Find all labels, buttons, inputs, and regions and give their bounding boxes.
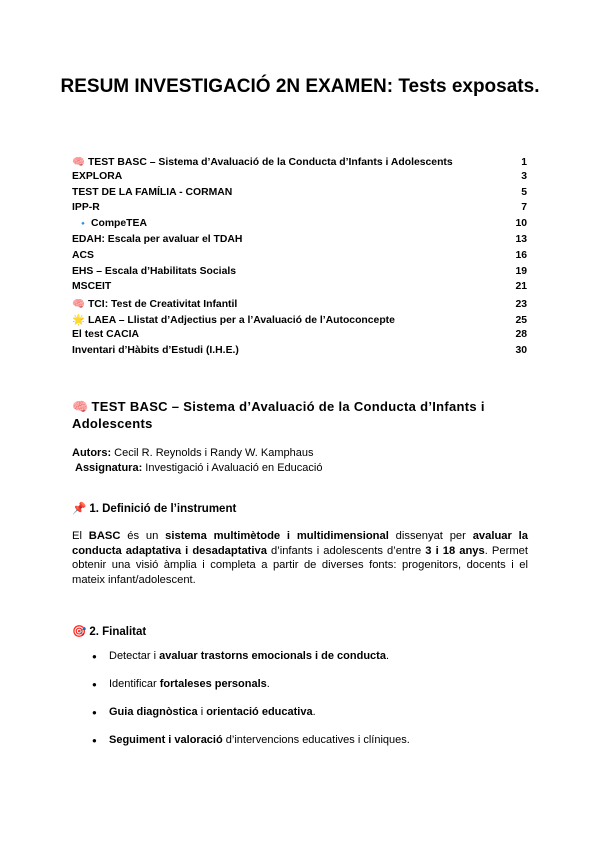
pushpin-icon: 📌 bbox=[72, 503, 87, 515]
item-text: Detectar i bbox=[109, 650, 160, 662]
toc-entry-page: 16 bbox=[515, 249, 527, 261]
toc-entry[interactable] bbox=[72, 187, 527, 203]
list-item bbox=[72, 650, 410, 678]
definition-paragraph bbox=[72, 529, 528, 587]
item-text: . bbox=[266, 678, 270, 690]
paragraph-bold: avaluar la conducta adaptativa i desadaptativa bbox=[72, 530, 529, 557]
purpose-heading bbox=[72, 624, 146, 638]
toc-entry-page: 13 bbox=[515, 233, 527, 245]
paragraph-bold: sistema multimètode i multidimensional bbox=[165, 530, 389, 542]
list-item bbox=[72, 678, 410, 706]
toc-entry-label: TEST DE LA FAMÍLIA - CORMAN bbox=[72, 186, 233, 198]
brain-icon: 🧠 bbox=[72, 399, 89, 414]
paragraph-text: El bbox=[72, 530, 89, 542]
section-heading-text: TEST BASC – Sistema d’Avaluació de la Conducta d’Infants i Adolescents bbox=[72, 399, 485, 431]
toc-entry-page: 28 bbox=[515, 328, 527, 340]
paragraph-text: d’infants i adolescents d’entre bbox=[266, 544, 426, 557]
toc-entry[interactable] bbox=[72, 281, 527, 297]
toc-entry[interactable] bbox=[72, 329, 527, 345]
toc-entry[interactable] bbox=[72, 218, 527, 234]
paragraph-bold: 3 i 18 anys bbox=[425, 544, 485, 557]
toc-entry[interactable] bbox=[72, 202, 527, 218]
blue-diamond-icon: 🔹 bbox=[78, 219, 88, 229]
toc-entry[interactable] bbox=[72, 297, 527, 313]
toc-entry-page: 23 bbox=[515, 299, 527, 311]
purpose-heading-text: 2. Finalitat bbox=[89, 626, 147, 638]
toc-entry[interactable] bbox=[72, 266, 527, 282]
toc-entry-page: 5 bbox=[521, 186, 527, 198]
brain-icon: 🧠 bbox=[72, 157, 85, 168]
toc-entry-page: 10 bbox=[515, 218, 527, 230]
item-bold: orientació educativa bbox=[206, 706, 313, 718]
toc-entry-label: EHS – Escala d’Habilitats Socials bbox=[72, 265, 237, 277]
toc-entry-label: ACS bbox=[72, 249, 94, 261]
definition-heading-text: 1. Definició de l’instrument bbox=[89, 503, 237, 515]
toc-entry-page: 19 bbox=[515, 265, 527, 277]
subject-line bbox=[72, 461, 322, 476]
definition-heading bbox=[72, 501, 236, 515]
toc-entry-label: EDAH: Escala per avaluar el TDAH bbox=[72, 233, 243, 245]
item-bold: Guia diagnòstica bbox=[109, 706, 198, 718]
list-item bbox=[72, 706, 410, 734]
section-metadata bbox=[72, 446, 322, 476]
subject-value: Investigació i Avaluació en Educació bbox=[142, 462, 323, 474]
toc-entry-label: LAEA – Llistat d’Adjectius per a l’Avaluació de l’Autoconcepte bbox=[87, 314, 395, 326]
toc-entry-page: 7 bbox=[521, 202, 527, 214]
list-item bbox=[72, 734, 410, 762]
item-bold: fortaleses personals bbox=[159, 678, 267, 690]
item-bold: Seguiment i valoració bbox=[109, 734, 223, 746]
authors-value: Cecil R. Reynolds i Randy W. Kamphaus bbox=[111, 447, 314, 459]
subject-label: Assignatura: bbox=[75, 462, 143, 474]
paragraph-text: és un bbox=[120, 530, 166, 542]
toc-entry-label: TCI: Test de Creativitat Infantil bbox=[87, 299, 238, 311]
toc-entry-page: 25 bbox=[515, 314, 527, 326]
toc-entry-label: EXPLORA bbox=[72, 170, 123, 182]
paragraph-bold: BASC bbox=[88, 530, 121, 542]
toc-entry-label: El test CACIA bbox=[72, 328, 139, 340]
toc-entry-label: CompeTEA bbox=[90, 218, 147, 230]
toc-entry-page: 3 bbox=[521, 170, 527, 182]
toc-entry[interactable] bbox=[72, 171, 527, 187]
target-icon: 🎯 bbox=[72, 626, 87, 638]
toc-entry-label: Inventari d’Hàbits d’Estudi (I.H.E.) bbox=[72, 344, 239, 356]
toc-entry[interactable] bbox=[72, 155, 527, 171]
table-of-contents bbox=[72, 155, 527, 360]
item-text: d’intervencions educatives i clíniques. bbox=[222, 734, 410, 746]
section-heading bbox=[72, 398, 530, 432]
item-text: Identificar bbox=[109, 678, 160, 690]
toc-entry-label: TEST BASC – Sistema d’Avaluació de la Conducta d’Infants i Adolescents bbox=[87, 157, 453, 168]
toc-entry-label: MSCEIT bbox=[72, 281, 112, 293]
toc-entry[interactable] bbox=[72, 313, 527, 329]
document-title: RESUM INVESTIGACIÓ 2N EXAMEN: Tests exposats. bbox=[60, 76, 540, 97]
item-text: . bbox=[385, 650, 389, 662]
toc-entry-page: 1 bbox=[521, 157, 527, 168]
authors-label: Autors: bbox=[72, 447, 112, 459]
star-icon: 🌟 bbox=[72, 314, 85, 326]
paragraph-text: . Permet obtenir una visió àmplia i completa a partir de diverses fonts: progenitors, docents i el mateix infant/adolescent. bbox=[72, 544, 528, 586]
item-text: . bbox=[312, 706, 316, 718]
toc-entry[interactable] bbox=[72, 234, 527, 250]
toc-entry[interactable] bbox=[72, 345, 527, 361]
purpose-list bbox=[72, 650, 410, 762]
authors-line bbox=[72, 446, 322, 461]
toc-entry[interactable] bbox=[72, 250, 527, 266]
toc-entry-page: 21 bbox=[515, 281, 527, 293]
toc-entry-page: 30 bbox=[515, 344, 527, 356]
brain-icon: 🧠 bbox=[72, 299, 85, 311]
toc-entry-label: IPP-R bbox=[72, 202, 100, 214]
item-text: i bbox=[197, 706, 207, 718]
item-bold: avaluar trastorns emocionals i de conducta bbox=[159, 650, 386, 662]
paragraph-text: dissenyat per bbox=[388, 530, 473, 542]
